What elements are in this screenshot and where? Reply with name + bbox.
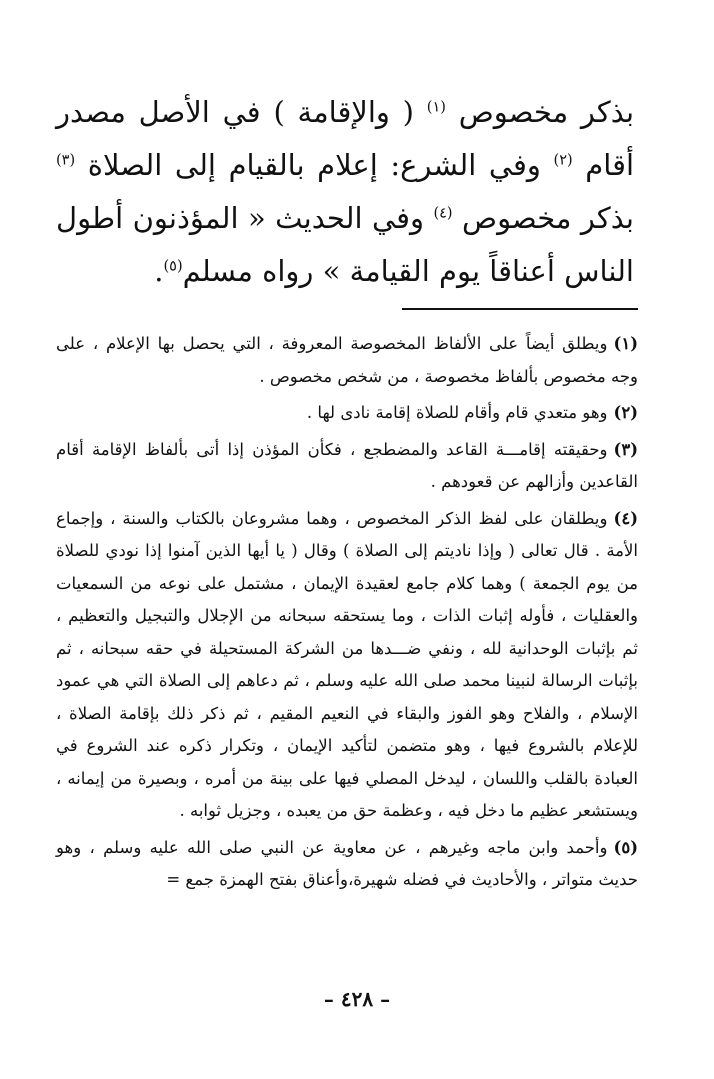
footnote-number: (١) [613,334,638,353]
footnote-number: (٣) [613,439,638,459]
footnote-number: (٥) [613,837,638,857]
footnote-text: ويطلقان على لفظ الذكر المخصوص ، وهما مشروعان بالكتاب والسنة ، وإجماع الأمة . قال تعالى ( وإذا ناديتم إلى الصلاة ) وقال ( يا أيها الذين آمنوا إذا نودي للصلاة من يوم الجمعة ) وهما كلام جامع لعقيدة الإيمان ، مشتمل على نوعه من السمعيات والعقليات ، فأوله إثبات الذات ، وما يستحقه سبحانه من الإجلال والتبجيل والتعظيم ، ثم بإثبات الوحدانية لله ، ونفي ضـــدها من الشركة المستحيلة في حقه سبحانه ، ثم بإثبات الرسالة لنبينا محمد صلى الله عليه وسلم ، ثم دعاهم إلى الصلاة التي هي عمود الإسلام ، والفلاح وهو الفوز والبقاء في النعيم المقيم ، ثم ذكر ذلك بإقامة الصلاة ، للإعلام بالشروع فيها ، وهو متضمن لتأكيد الإيمان ، وتكرار ذكره عند الشروع في العبادة بالقلب واللسان ، ليدخل المصلي فيها على بينة من أمره ، وبصيرة من إيمانه ، ويستشعر عظيم ما دخل فيه ، وعظمة حق من يعبده ، وجزيل ثوابه . [56,508,638,820]
footnote-text: وحقيقته إقامـــة القاعد والمضطجع ، فكأن المؤذن إذا أتى بألفاظ الإقامة أقام القاعدين وأزالهم عن قعودهم . [56,439,638,491]
footnote-number: (٢) [613,403,638,422]
footnotes [56,328,638,897]
footnote-text: وهو متعدي قام وأقام للصلاة إقامة نادى لها . [306,403,608,422]
footnote-ref-3: (٣) [56,152,76,169]
main-text-part-3: وفي الشرع: إعلام بالقيام إلى الصلاة [87,148,541,182]
footnote-1 [56,328,638,393]
footnote-3 [56,434,638,499]
footnote-ref-1: (١) [426,99,446,116]
footnote-2 [56,397,638,430]
footnote-text: ويطلق أيضاً على الألفاظ المخصوصة المعروفة ، التي يحصل بها الإعلام ، على وجه مخصوص بألفاظ مخصوصة ، من شخص مخصوص . [56,334,638,386]
main-text-part-4: بذكر مخصوص [462,201,634,235]
footnote-ref-5: (٥) [163,258,183,275]
main-text-end: . [154,254,164,288]
footnote-ref-4: (٤) [433,205,453,222]
footnote-4 [56,503,638,828]
page-number: – ٤٢٨ – [323,987,391,1011]
page-content [56,86,638,1019]
footnote-ref-2: (٢) [553,152,573,169]
footnote-number: (٤) [613,508,638,528]
main-text-part-2: ( والإقامة ) في الأصل مصدر أقام [56,95,635,182]
main-paragraph [56,86,638,298]
main-text-part-5: وفي الحديث « المؤذنون أطول الناس أعناقاً يوم القيامة » رواه مسلم [56,201,634,288]
main-text-part-1: بذكر مخصوص [458,95,635,129]
footnote-separator [402,308,638,310]
footnote-text: وأحمد وابن ماجه وغيرهم ، عن معاوية عن النبي صلى الله عليه وسلم ، وهو حديث متواتر ، والأحاديث في فضله شهيرة،وأعناق بفتح الهمزة جمع = [56,837,638,889]
footnote-5 [56,832,638,897]
